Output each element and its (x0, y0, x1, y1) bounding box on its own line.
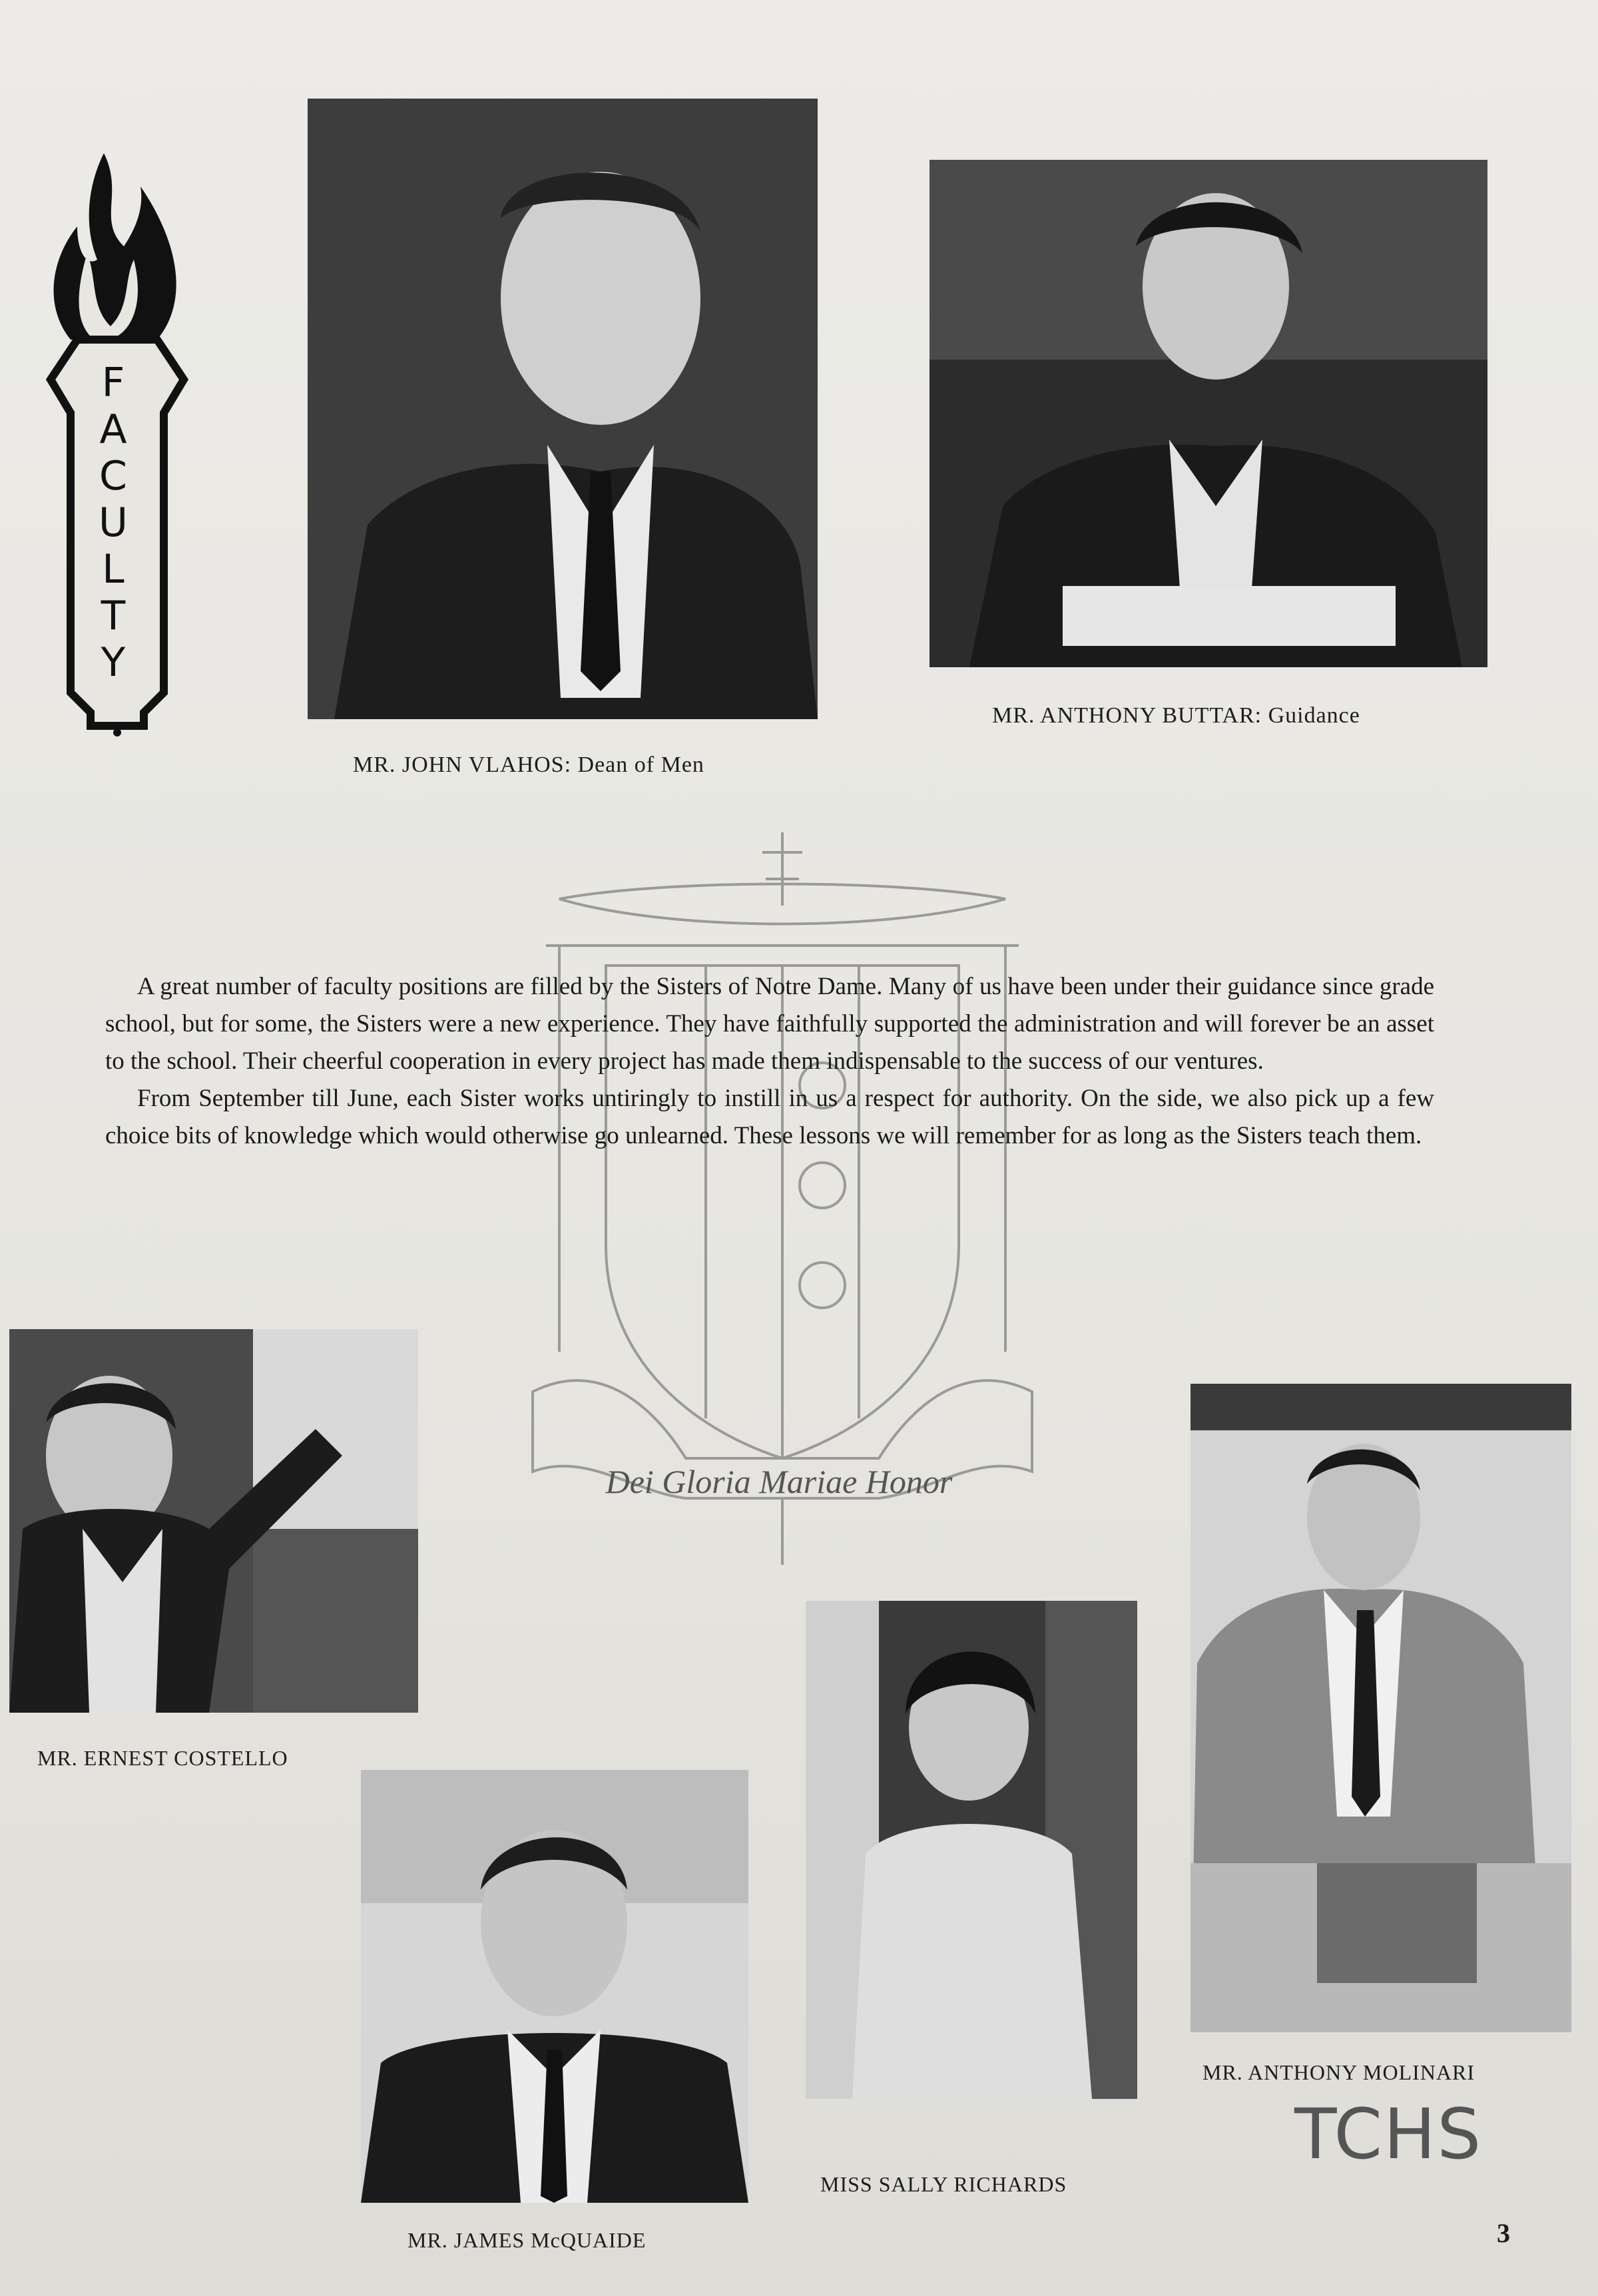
page-number: 3 (1497, 2218, 1510, 2248)
photo-ernest-costello (9, 1329, 418, 1713)
crest-emblem (519, 832, 1045, 1572)
photo-anthony-molinari (1191, 1384, 1571, 2032)
crest-motto-text: Dei Gloria Mariae Honor (605, 1463, 953, 1500)
tchs-watermark: TCHS (1294, 2094, 1483, 2175)
caption-john-vlahos: MR. JOHN VLAHOS: Dean of Men (353, 752, 704, 777)
photo-anthony-buttar (930, 160, 1487, 667)
caption-anthony-buttar: MR. ANTHONY BUTTAR: Guidance (992, 703, 1360, 728)
caption-sally-richards: MISS SALLY RICHARDS (820, 2172, 1067, 2196)
photo-sally-richards (806, 1601, 1137, 2099)
photo-james-mcquaide (361, 1770, 748, 2203)
article-body (105, 968, 1434, 1155)
article-paragraph-2: From September till June, each Sister works untiringly to instill in us a respect for authority. On the side, we also pick up a few choice bits of knowledge which would otherwise go unlearned. These lessons we will remember for as long as the Sisters teach them. (105, 1085, 1434, 1149)
caption-ernest-costello: MR. ERNEST COSTELLO (37, 1746, 288, 1770)
caption-james-mcquaide: MR. JAMES McQUAIDE (407, 2228, 647, 2252)
article-paragraph-1: A great number of faculty positions are filled by the Sisters of Notre Dame. Many of us have been under their guidance since grade school, but for some, the Sisters were a new experience. They have faithfully supported the administration and will forever be an asset to the school. Their cheerful cooperation in every project has made them indispensable to the success of our ventures. (105, 973, 1434, 1075)
torch-label: FACULTY (99, 360, 128, 686)
photo-john-vlahos (308, 99, 818, 719)
caption-anthony-molinari: MR. ANTHONY MOLINARI (1202, 2060, 1475, 2084)
